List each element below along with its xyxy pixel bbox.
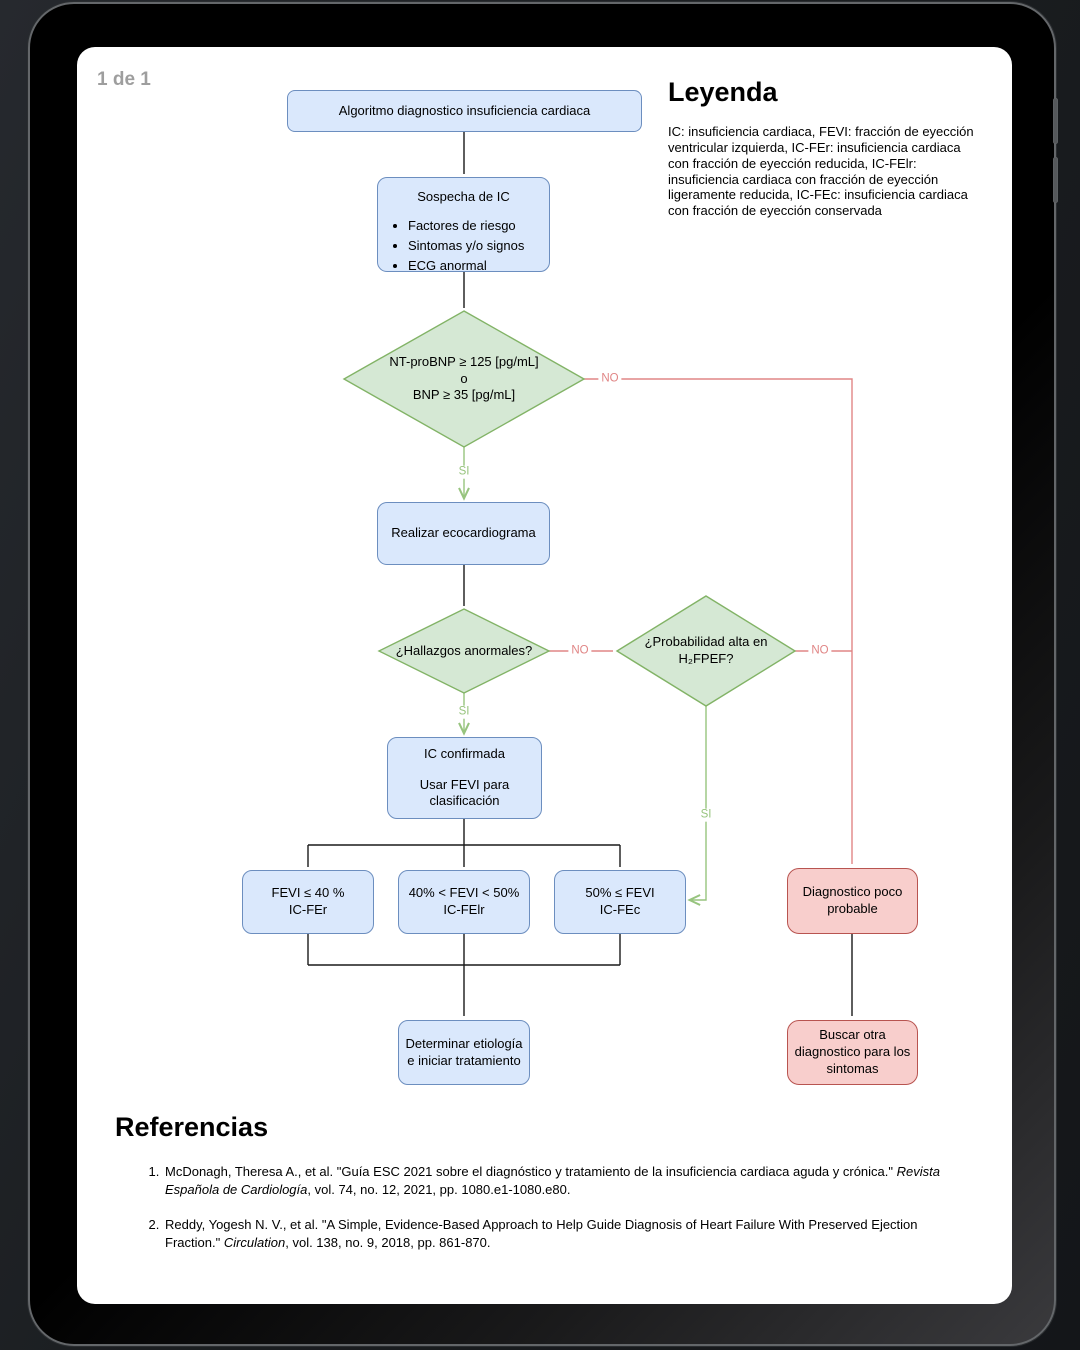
reference-text: McDonagh, Theresa A., et al. "Guía ESC 2021 sobre el diagnóstico y tratamiento de la insuficiencia cardiaca aguda y crónica." bbox=[165, 1164, 897, 1179]
fevi-conservada-line1: 50% ≤ FEVI bbox=[585, 885, 655, 901]
node-fevi-conservada bbox=[554, 870, 686, 934]
fevi-reducida-line2: IC-FEr bbox=[288, 902, 328, 917]
edge-label-no: NO bbox=[598, 373, 621, 386]
sospecha-bullet: • Factores de riesgo bbox=[408, 218, 524, 235]
node-determinar-label: Determinar etiología e iniciar tratamiento bbox=[405, 1035, 523, 1068]
node-h2fpef bbox=[631, 596, 781, 706]
node-sospecha-list bbox=[382, 218, 524, 278]
node-determinar bbox=[398, 1020, 530, 1085]
node-sospecha-title: Sospecha de IC bbox=[417, 189, 510, 204]
node-ecocardiograma bbox=[377, 502, 550, 565]
node-buscar-otra-label: Buscar otra diagnostico para los sintomas bbox=[794, 1027, 911, 1076]
reference-journal: Circulation bbox=[223, 1234, 286, 1250]
edge-label-no: NO bbox=[808, 645, 831, 658]
ic-confirmada-line1: IC confirmada bbox=[424, 745, 505, 761]
references bbox=[115, 1112, 975, 1269]
node-ic-confirmada bbox=[387, 737, 542, 819]
reference-text: , vol. 74, no. 12, 2021, pp. 1080.e1-1080.e80. bbox=[307, 1181, 571, 1197]
bnp-line1: NT-proBNP ≥ 125 [pg/mL] bbox=[389, 353, 539, 369]
sospecha-bullet: • ECG anormal bbox=[408, 258, 524, 275]
node-title bbox=[287, 90, 642, 132]
tablet-device bbox=[28, 2, 1056, 1346]
node-hallazgos bbox=[379, 609, 549, 693]
fevi-reducida-line1: FEVI ≤ 40 % bbox=[271, 885, 345, 901]
fevi-conservada-line2: IC-FEc bbox=[599, 902, 641, 917]
node-buscar-otra bbox=[787, 1020, 918, 1085]
references-list bbox=[115, 1163, 963, 1252]
node-ecocardiograma-label: Realizar ecocardiograma bbox=[391, 525, 536, 541]
reference-text: Reddy, Yogesh N. V., et al. "A Simple, Evidence-Based Approach to Help Guide Diagnosis of Heart Failure With Preserved Ejection Fraction." bbox=[165, 1216, 918, 1250]
legend bbox=[668, 77, 980, 219]
edge-label-si: SI bbox=[456, 466, 473, 479]
bnp-line3: BNP ≥ 35 [pg/mL] bbox=[412, 387, 516, 403]
node-title-label: Algoritmo diagnostico insuficiencia cardiaca bbox=[338, 102, 591, 118]
fevi-lig-reducida-line1: 40% < FEVI < 50% bbox=[408, 885, 520, 901]
edge-label-no: NO bbox=[568, 645, 591, 658]
reference-item bbox=[163, 1216, 963, 1252]
legend-title: Leyenda bbox=[668, 77, 778, 107]
legend-body: IC: insuficiencia cardiaca, FEVI: fracción de eyección ventricular izquierda, IC-FEr: insuficiencia cardiaca con fracción de eyección reducida, IC-FElr: insuficiencia cardiaca con fracción de eyección ligeramente reducida, IC-FEc: insuficiencia cardiaca con fracción de eyección conservada bbox=[668, 124, 974, 219]
volume-up-button bbox=[1053, 98, 1058, 144]
node-hallazgos-label: ¿Hallazgos anormales? bbox=[395, 642, 533, 658]
ic-confirmada-line2: Usar FEVI para clasificación bbox=[419, 776, 510, 809]
reference-text: , vol. 138, no. 9, 2018, pp. 861-870. bbox=[285, 1234, 491, 1250]
document-page bbox=[77, 47, 1012, 1304]
node-bnp-decision bbox=[354, 311, 574, 447]
page-indicator: 1 de 1 bbox=[97, 69, 151, 90]
node-poco-probable-label: Diagnostico poco probable bbox=[802, 884, 903, 916]
bnp-line2: o bbox=[460, 370, 468, 386]
node-poco-probable bbox=[787, 868, 918, 934]
node-fevi-lig-reducida bbox=[398, 870, 530, 934]
edge-label-si: SI bbox=[456, 706, 473, 719]
reference-item bbox=[163, 1163, 963, 1199]
node-fevi-reducida bbox=[242, 870, 374, 934]
node-h2fpef-label: ¿Probabilidad alta en H₂FPEF? bbox=[644, 634, 768, 666]
volume-down-button bbox=[1053, 157, 1058, 203]
references-title: Referencias bbox=[115, 1112, 269, 1142]
edge-label-si: SI bbox=[698, 809, 715, 822]
node-sospecha bbox=[377, 177, 550, 272]
fevi-lig-reducida-line2: IC-FElr bbox=[443, 902, 485, 917]
sospecha-bullet: • Sintomas y/o signos bbox=[408, 238, 524, 255]
reference-journal: Revista Española de Cardiología bbox=[165, 1164, 940, 1197]
